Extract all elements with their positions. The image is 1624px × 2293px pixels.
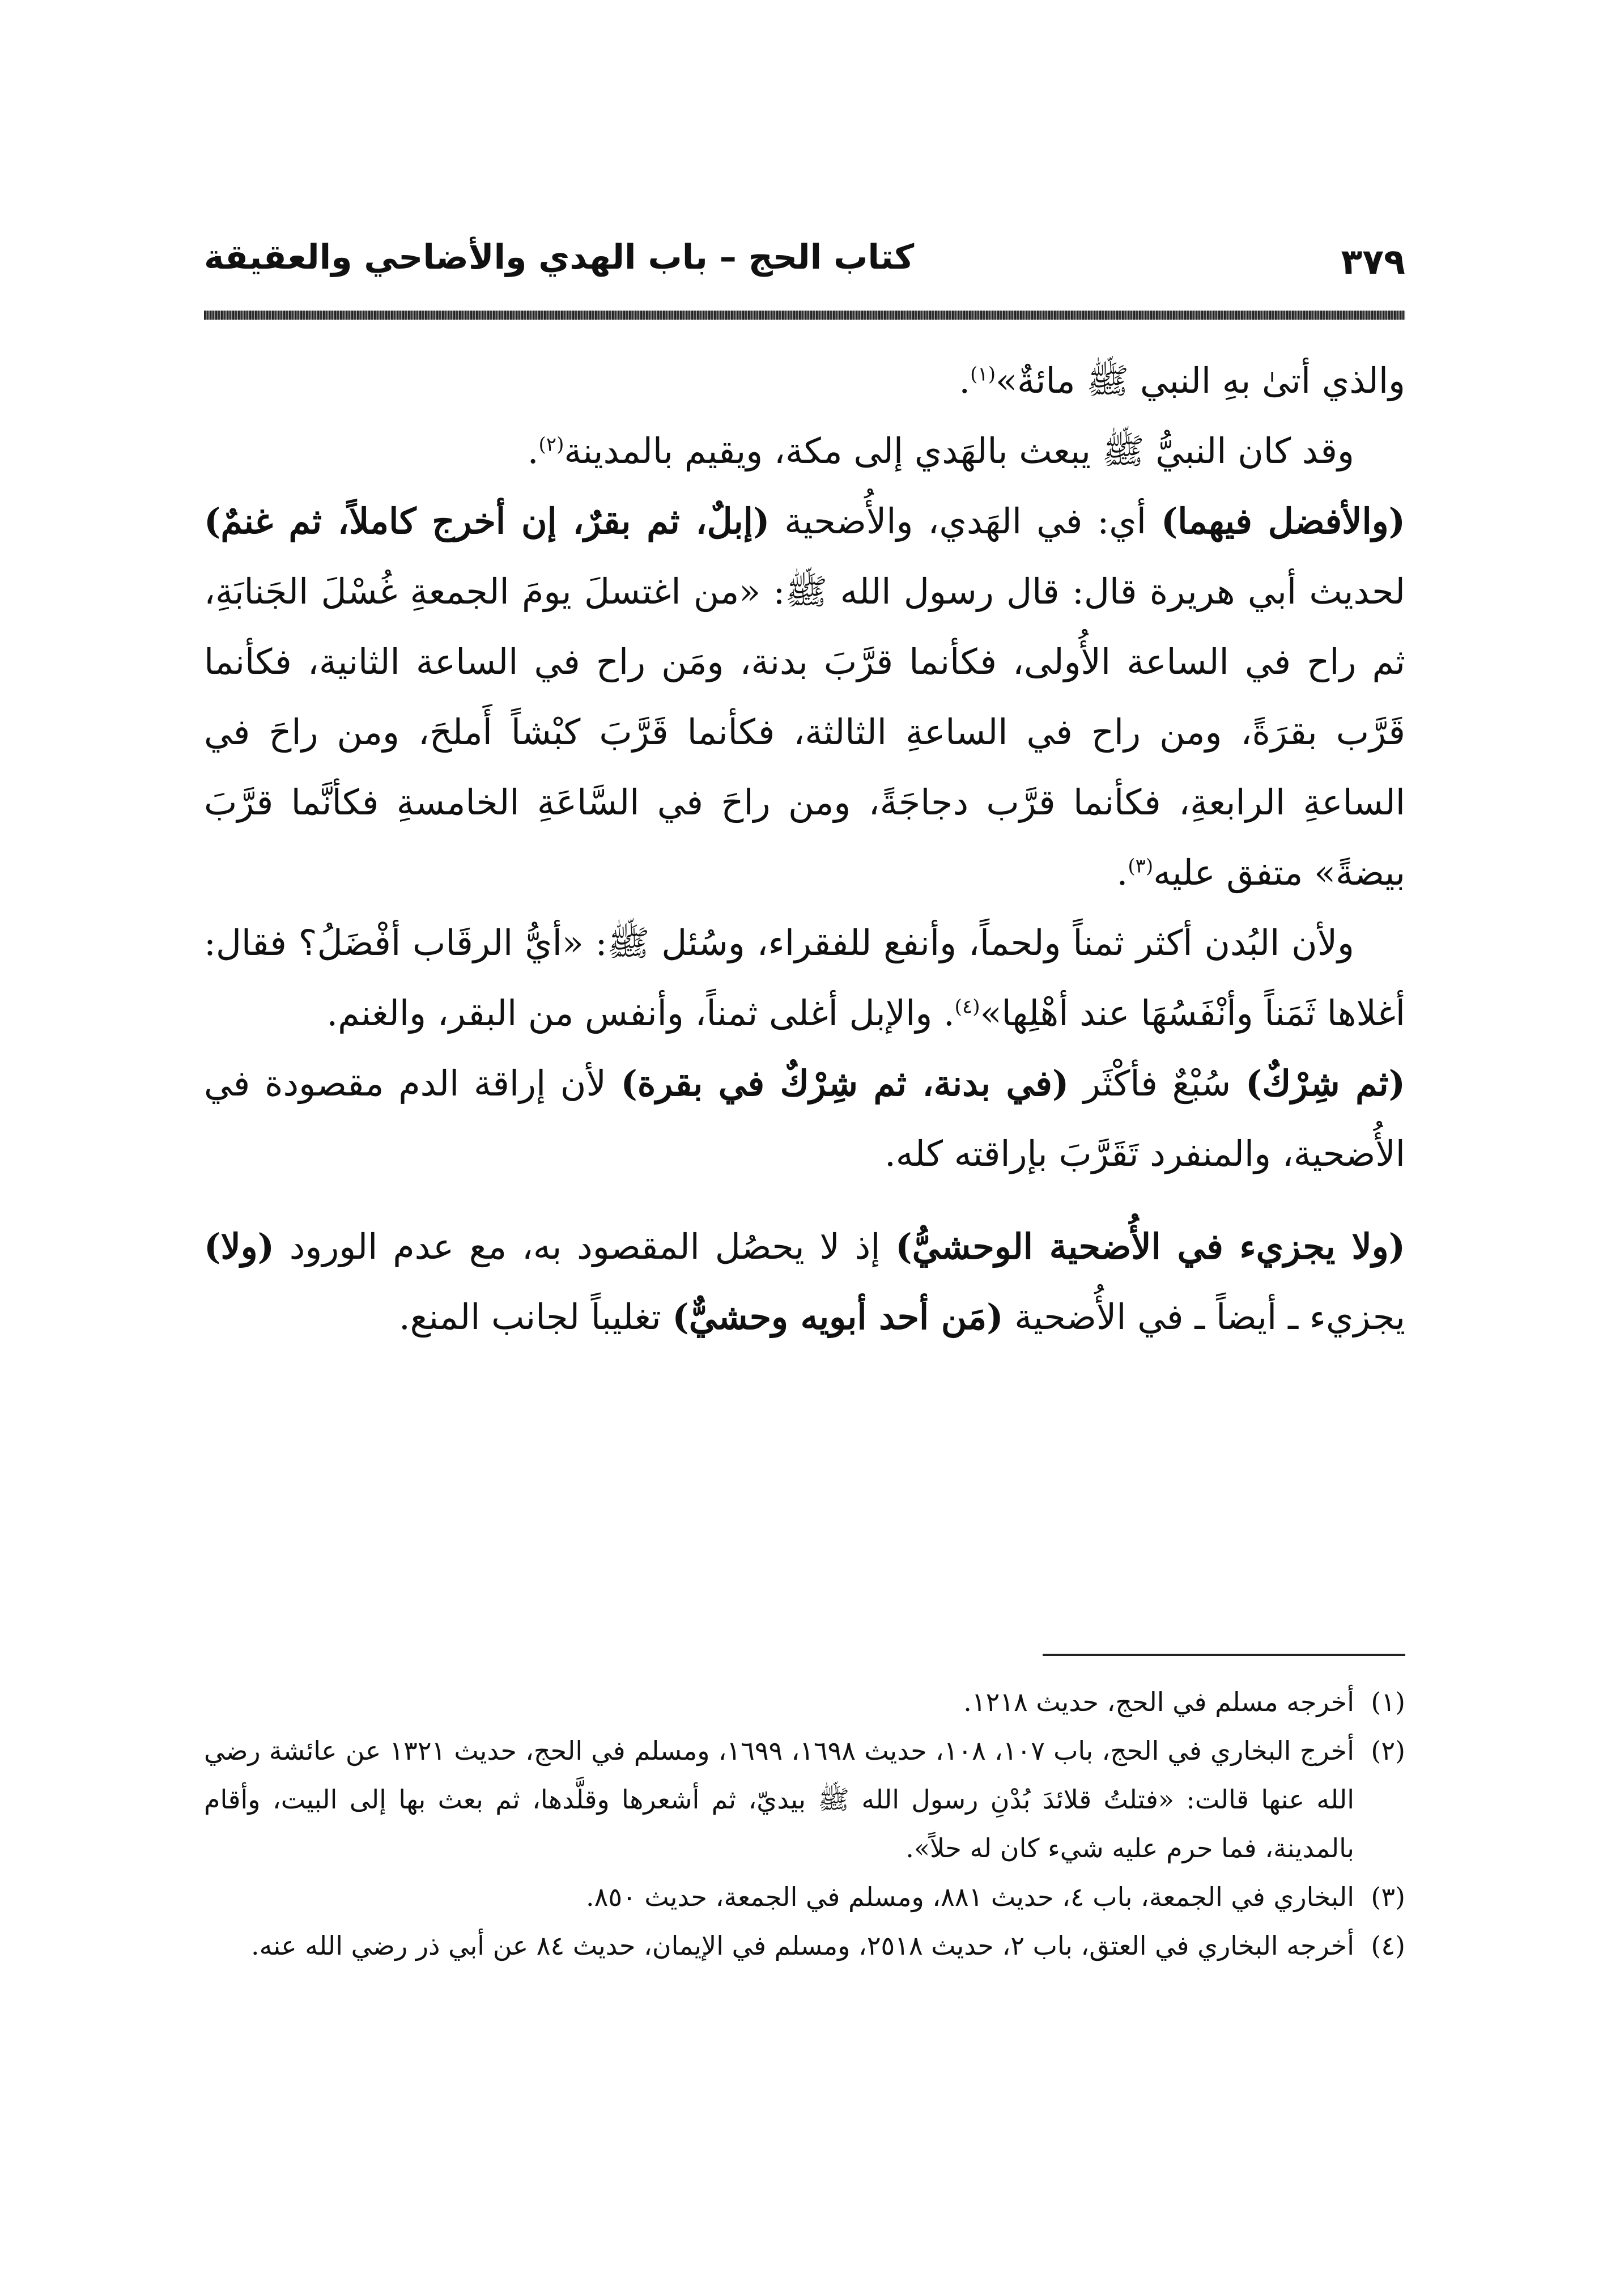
p6-bold-3: (مَن أحد أبويه وحشيٌّ): [672, 1296, 1004, 1337]
footnote-3: [204, 1872, 1405, 1921]
p3-bold-1: (والأفضل فيهما): [1160, 500, 1405, 542]
footnote-number: (١): [1371, 1687, 1405, 1717]
paragraph-1: والذي أتىٰ بهِ النبي ﷺ مائةٌ»$^{(١)}$.: [959, 360, 1405, 401]
footnote-ref-1: (١): [970, 363, 996, 386]
p4-text-1: ولأن البُدن أكثر ثمناً ولحماً، وأنفع للفقراء، وسُئل ﷺ: «أيُّ الرقَاب أفْضَلُ؟ فقال: أغلاها ثَمَناً وأنْفَسُهَا عند أهْلِها»: [204, 922, 1405, 1034]
paragraph-3: (والأفضل فيهما) أي: في الهَدي، والأُضحية (إبلٌ، ثم بقرٌ، إن أخرج كاملاً، ثم غنمٌ) لحديث أبي هريرة قال: قال رسول الله ﷺ: «من اغتسلَ يومَ الجمعةِ غُسْلَ الجَنابَةِ، ثم راح في الساعة الأُولى، فكأنما قرَّبَ بدنة، ومَن راح في الساعة الثانية، فكأنما قَرَّب بقرَةً، ومن راح في الساعةِ الثالثة، فكأنما قَرَّبَ كبْشاً أَملحَ، ومن راحَ في الساعةِ الرابعةِ، فكأنما قرَّب دجاجَةً، ومن راحَ في السَّاعَةِ الخامسةِ فكأنَّما قرَّبَ بيضةً» متفق عليه$^{(٣)}$.: [204, 500, 1405, 893]
p6-bold-1: (ولا يجزيء في الأُضحية الوحشيُّ): [895, 1226, 1405, 1267]
running-header: [204, 235, 1405, 298]
footnote-number: (٤): [1371, 1930, 1405, 1961]
header-rule: [204, 311, 1405, 320]
p5-text-1: سُبْعٌ فأكْثَر: [1069, 1063, 1245, 1104]
footnote-4: [204, 1921, 1405, 1970]
p6-text-2: يجزيء ـ أيضاً ـ في الأُضحية: [1003, 1296, 1405, 1337]
footnote-ref-4: (٤): [954, 995, 980, 1018]
p3-text-1: أي: في الهَدي، والأُضحية: [770, 500, 1161, 542]
footnote-2: [204, 1726, 1405, 1872]
p1-text: والذي أتىٰ بهِ النبي ﷺ مائةٌ»: [996, 360, 1405, 401]
footnote-ref-3: (٣): [1128, 855, 1154, 878]
paragraph-6: [204, 1212, 1405, 1352]
footnotes: [204, 1678, 1405, 1970]
p6-bold-2: (ولا): [204, 1226, 274, 1267]
p5-bold-2: (في بدنة، ثم شِرْكٌ في بقرة): [620, 1063, 1069, 1104]
chapter-title: كتاب الحج – باب الهدي والأضاحي والعقيقة: [204, 237, 915, 277]
footnote-separator: [1043, 1654, 1405, 1656]
p5-text-2: لأن إراقة الدم مقصودة في الأُضحية، والمنفرد تَقَرَّبَ بإراقته كله.: [204, 1063, 1405, 1174]
main-text: [204, 346, 1405, 1352]
footnote-1: [204, 1678, 1405, 1726]
paragraph-4: [204, 908, 1405, 1048]
p6-text-1: إذ لا يحصُل المقصود به، مع عدم الورود: [274, 1226, 896, 1267]
footnote-number: (٢): [1371, 1735, 1405, 1766]
paragraph-2: وقد كان النبيُّ ﷺ يبعث بالهَدي إلى مكة، ويقيم بالمدينة$^{(٢)}$.: [527, 430, 1354, 472]
page-number: ٣٧٩: [1341, 241, 1405, 282]
p3-text-2: لحديث أبي هريرة قال: قال رسول الله ﷺ: «من اغتسلَ يومَ الجمعةِ غُسْلَ الجَنابَةِ، ثم راح في الساعة الأُولى، فكأنما قرَّبَ بدنة، ومَن راح في الساعة الثانية، فكأنما قَرَّب بقرَةً، ومن راح في الساعةِ الثالثة، فكأنما قَرَّبَ كبْشاً أَملحَ، ومن راحَ في الساعةِ الرابعةِ، فكأنما قرَّب دجاجَةً، ومن راحَ في السَّاعَةِ الخامسةِ فكأنَّما قرَّبَ بيضةً» متفق عليه: [204, 571, 1405, 893]
footnote-text: أخرج البخاري في الحج، باب ١٠٧، ١٠٨، حديث ١٦٩٨، ١٦٩٩، ومسلم في الحج، حديث ١٣٢١ عن عائشة رضي الله عنها قالت: «فتلتُ قلائدَ بُدْنِ رسول الله ﷺ بيديّ، ثم أشعرها وقلَّدها، ثم بعث بها إلى البيت، وأقام بالمدينة، فما حرم عليه شيء كان له حلاً».: [204, 1735, 1354, 1863]
p2-text: وقد كان النبيُّ ﷺ يبعث بالهَدي إلى مكة، ويقيم بالمدينة: [564, 430, 1354, 472]
footnote-ref-2: (٢): [538, 433, 564, 456]
p3-bold-2: (إبلٌ، ثم بقرٌ، إن أخرج كاملاً، ثم غنمٌ): [204, 500, 770, 542]
p5-bold-1: (ثم شِرْكٌ): [1245, 1063, 1405, 1104]
footnote-text: البخاري في الجمعة، باب ٤، حديث ٨٨١، ومسلم في الجمعة، حديث ٨٥٠.: [586, 1882, 1354, 1912]
footnote-text: أخرجه البخاري في العتق، باب ٢، حديث ٢٥١٨، ومسلم في الإيمان، حديث ٨٤ عن أبي ذر رضي الله عنه.: [251, 1930, 1354, 1961]
p6-text-3: تغليباً لجانب المنع.: [398, 1296, 673, 1337]
footnote-number: (٣): [1371, 1882, 1405, 1912]
p4-text-2: . والإبل أغلى ثمناً، وأنفس من البقر، والغنم.: [326, 992, 955, 1034]
paragraph-5: [204, 1048, 1405, 1189]
footnote-text: أخرجه مسلم في الحج، حديث ١٢١٨.: [963, 1687, 1354, 1717]
